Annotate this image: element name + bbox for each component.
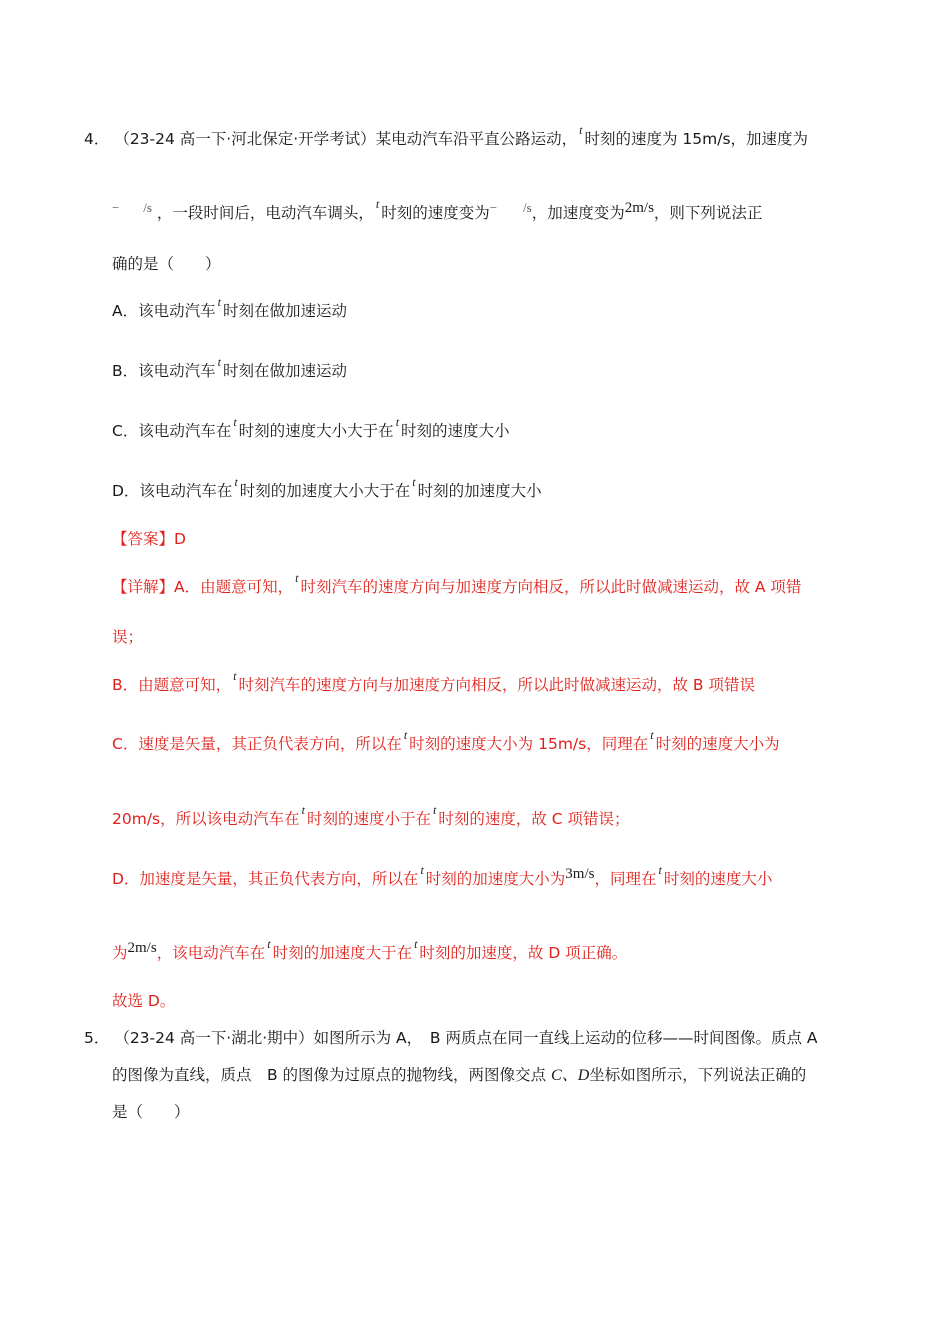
t-symbol: t [420,863,424,877]
question-stem: 某电动汽车沿平直公路运动， [375,130,578,148]
explain-a: 【详解】A．由题意可知， $^t$ 时刻汽车的速度方向与加速度方向相反，所以此时做减速运动，故 A 项错 [112,571,802,596]
question-stem: （23-24 高一下·湖北·期中）如图所示为 A， B 两质点在同一直线上运动的位移——时间图像。质点 A [114,1029,818,1047]
q4-line-2 [112,197,763,225]
question-stem: 时刻的速度变为 [381,204,490,222]
t-symbol: t [579,123,583,137]
q5-line-1 [84,1027,818,1049]
t-symbol: t [301,803,305,817]
q5-line-2: 的图像为直线，质点 B 的图像为过原点的抛物线，两图像交点 C、D坐标如图所示，下列说法正确的 [112,1066,807,1084]
math-unit: /s [143,200,152,215]
math-points: C、D [551,1067,590,1084]
t-symbol: t [658,863,662,877]
question-number: 5． [84,1029,110,1047]
math-unit: /s [523,200,532,215]
t-symbol: t [217,355,221,369]
question-stem: ，则下列说法正 [653,204,763,222]
math-minus: − [112,200,120,215]
explain-d: D．加速度是矢量，其正负代表方向，所以在 $^t$ 时刻的加速度大小为3m/s，同理在 $^t$ 时刻的速度大小 [112,863,773,888]
final-answer: 故选 D。 [112,992,176,1010]
question-source: （23-24 高一下·河北保定·开学考试） [114,130,376,148]
t-symbol: t [414,937,418,951]
math-acceleration: 3m/s [565,866,595,882]
t-symbol: t [295,571,299,585]
question-stem: ，一段时间后，电动汽车调头， [156,204,374,222]
explain-c: C．速度是矢量，其正负代表方向，所以在 $^t$ 时刻的速度大小为 15m/s，同理在 $^t$ 时刻的速度大小为 [112,728,780,753]
t-symbol: t [432,803,437,817]
t-symbol: t [233,415,237,429]
answer: 【答案】D [112,530,186,548]
t-symbol: t [403,728,408,742]
q4-line-3: 确的是（ ） [112,255,221,273]
t-symbol: t [233,669,237,683]
t-symbol: t [217,295,221,309]
math-minus: − [489,200,498,215]
math-acceleration: 2m/s [624,200,654,216]
option-c: C．该电动汽车在 $^t$ 时刻的速度大小大于在 $^t$ 时刻的速度大小 [112,415,510,440]
q5-line-3: 是（ ） [112,1103,190,1121]
question-stem: 时刻的速度为 15m/s，加速度为 [584,130,809,148]
option-d: D．该电动汽车在 $^t$ 时刻的加速度大小大于在 $^t$ 时刻的加速度大小 [112,475,542,500]
explain-c-cont: 20m/s，所以该电动汽车在 $^t$ 时刻的速度小于在 $^t$ 时刻的速度，故 C 项错误； [112,803,630,828]
t-symbol: t [267,937,271,951]
t-symbol: t [234,475,238,489]
explain-d-cont: 为2m/s，该电动汽车在 $^t$ 时刻的加速度大于在 $^t$ 时刻的加速度，故 D 项正确。 [112,937,628,962]
t-symbol: t [650,728,654,742]
t-symbol: t [375,197,380,211]
explain-a-cont: 误； [112,628,144,646]
question-stem: ，加速度变为 [531,204,625,222]
question-number: 4． [84,130,110,148]
t-symbol: t [412,475,416,489]
math-acceleration: 2m/s [127,940,157,956]
option-b: B．该电动汽车 $^t$ 时刻在做加速运动 [112,355,347,380]
explain-b: B．由题意可知， $^t$ 时刻汽车的速度方向与加速度方向相反，所以此时做减速运动，故 B 项错误 [112,669,755,694]
q4-line-1 [84,123,809,151]
t-symbol: t [395,415,400,429]
option-a: A．该电动汽车 $^t$ 时刻在做加速运动 [112,295,347,320]
